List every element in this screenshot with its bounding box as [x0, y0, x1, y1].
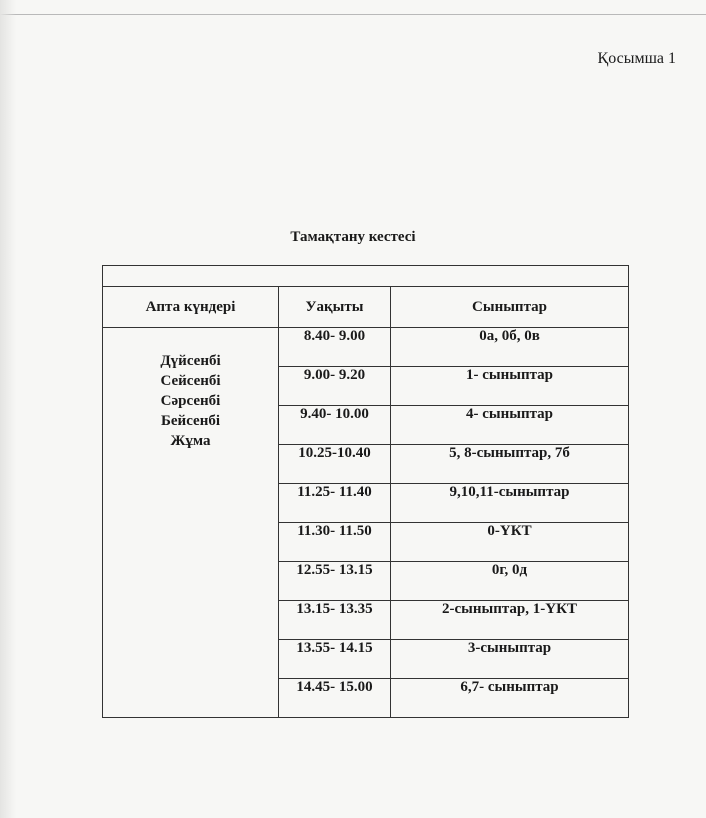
annex-label: Қосымша 1 — [597, 50, 676, 67]
scan-top-edge — [0, 14, 706, 15]
classes-cell: 5, 8-сыныптар, 7б — [391, 445, 629, 484]
time-cell: 14.45- 15.00 — [279, 679, 391, 718]
document-title: Тамақтану кестесі — [290, 229, 416, 245]
classes-cell: 4- сыныптар — [391, 406, 629, 445]
table-blank-row — [103, 266, 629, 287]
blank-cell — [103, 266, 629, 287]
classes-cell: 0а, 0б, 0в — [391, 328, 629, 367]
day-name: Сейсенбі — [160, 373, 221, 389]
time-cell: 8.40- 9.00 — [279, 328, 391, 367]
time-cell: 10.25-10.40 — [279, 445, 391, 484]
classes-cell: 0г, 0д — [391, 562, 629, 601]
header-days: Апта күндері — [103, 287, 279, 328]
scan-left-shadow — [0, 0, 16, 818]
time-cell: 13.15- 13.35 — [279, 601, 391, 640]
time-cell: 9.40- 10.00 — [279, 406, 391, 445]
header-classes: Сыныптар — [391, 287, 629, 328]
day-name: Сәрсенбі — [160, 393, 221, 409]
day-name: Жұма — [170, 433, 211, 449]
time-cell: 11.30- 11.50 — [279, 523, 391, 562]
table-row — [103, 328, 629, 367]
time-cell: 9.00- 9.20 — [279, 367, 391, 406]
day-name: Бейсенбі — [160, 413, 221, 429]
time-cell: 11.25- 11.40 — [279, 484, 391, 523]
header-time: Уақыты — [279, 287, 391, 328]
time-cell: 13.55- 14.15 — [279, 640, 391, 679]
days-cell — [103, 328, 279, 718]
classes-cell: 0-ҮКТ — [391, 523, 629, 562]
classes-cell: 6,7- сыныптар — [391, 679, 629, 718]
classes-cell: 2-сыныптар, 1-ҮКТ — [391, 601, 629, 640]
classes-cell: 9,10,11-сыныптар — [391, 484, 629, 523]
time-cell: 12.55- 13.15 — [279, 562, 391, 601]
day-name: Дүйсенбі — [160, 353, 221, 369]
classes-cell: 3-сыныптар — [391, 640, 629, 679]
table-header-row — [103, 287, 629, 328]
meal-schedule-table — [102, 265, 629, 718]
classes-cell: 1- сыныптар — [391, 367, 629, 406]
